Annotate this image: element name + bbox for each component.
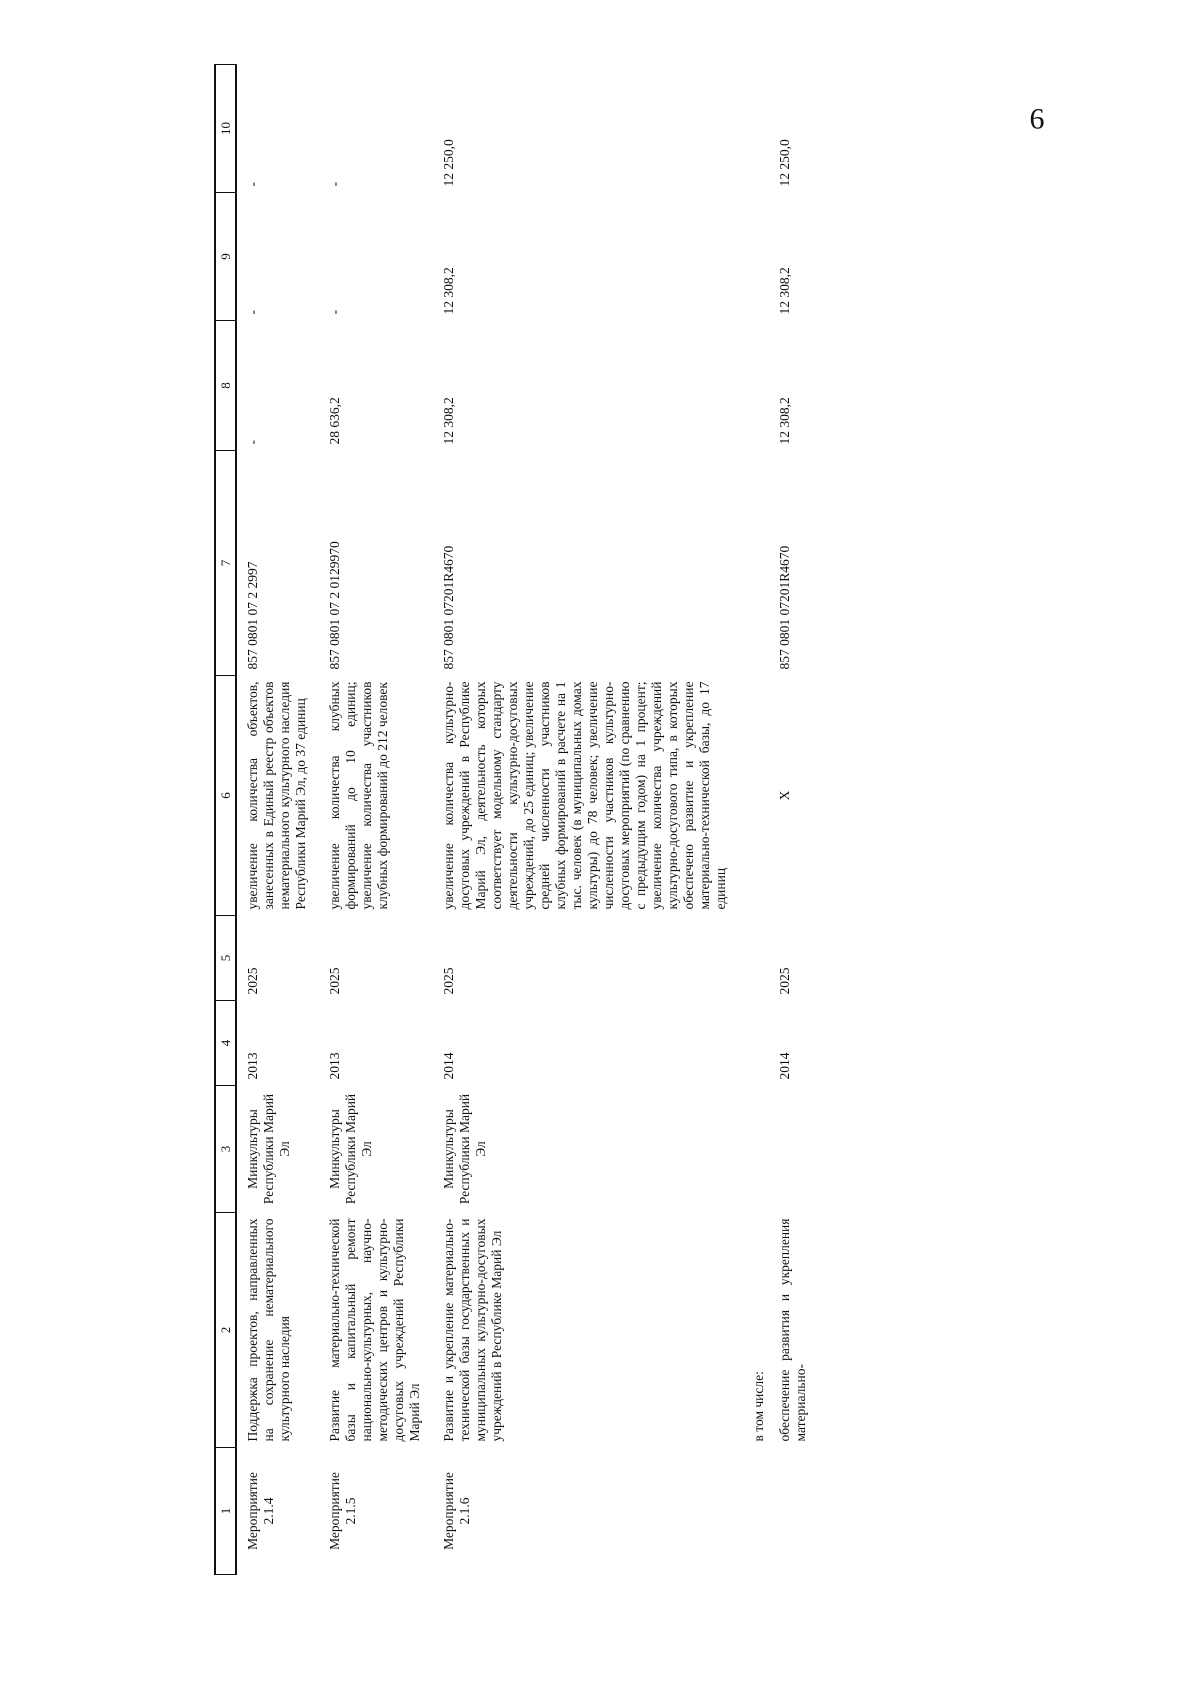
expected-result: увеличение количества клубных формирований до 10 единиц; увеличение количества участников клубных формирований до 212 человек: [327, 681, 390, 910]
amount-col-9: 12 308,2: [441, 267, 456, 315]
activity-id-text: Мероприятие 2.1.6: [441, 1472, 472, 1550]
column-number-row: [215, 65, 236, 1575]
amount-col-8: 12 308,2: [441, 397, 456, 445]
empty-cell: [743, 1448, 777, 1575]
start-year: 2014: [441, 1052, 456, 1080]
activity-id: [236, 1448, 319, 1575]
col-header-6: 6: [215, 676, 236, 916]
expected-result: увеличение количества культурно-досуговых учреждений в Республике Марий Эл, деятельность которых соответствует модельному стандарту деятельности культурно-досуговых учреждений, до 25 единиц; увеличение средней численности участников клубных формирований в расчете на 1 тыс. человек (в муниципальных домах культуры) до 78 человек; увеличение численности участников культурно-досуговых мероприятий (по сравнению с предыдущим годом) на 1 процент; увеличение количества учреждений культурно-досугового типа, в которых обеспечено развитие и укрепление материально-технической базы, до 17 единиц: [441, 681, 728, 910]
activity-id-text: Мероприятие 2.1.4: [245, 1472, 276, 1550]
end-year: 2025: [327, 967, 342, 995]
col-header-9: 9: [215, 193, 236, 321]
activity-executor: Минкультуры Республики Марий Эл: [441, 1093, 488, 1205]
activity-executor: Минкультуры Республики Марий Эл: [245, 1093, 292, 1205]
page-number: 6: [1029, 102, 1045, 136]
table-row-activity-2-1-5: [319, 65, 433, 1575]
col-header-7: 7: [215, 451, 236, 676]
col-header-8: 8: [215, 321, 236, 451]
table-row-activity-2-1-4: [236, 65, 319, 1575]
empty-cell: [777, 1086, 819, 1213]
amount-col-9: 12 308,2: [777, 267, 792, 315]
including-label: в том числе:: [751, 1371, 766, 1442]
table-row-sub-item: [777, 65, 819, 1575]
col-header-1: 1: [215, 1448, 236, 1575]
activity-name: Развитие и укрепление материально-технической базы государственных и муниципальных культурно-досуговых учреждений в Республике Марий Эл: [441, 1218, 504, 1442]
amount-col-10: 12 250,0: [441, 139, 456, 187]
start-year: 2014: [777, 1052, 792, 1080]
expected-result: увеличение количества объектов, занесенных в Единый реестр объектов нематериального культурного наследия Республики Марий Эл, до 37 единиц: [245, 681, 308, 910]
col-header-5: 5: [215, 916, 236, 1001]
col-header-10: 10: [215, 65, 236, 193]
budget-code: 857 0801 07 2 0129970: [327, 541, 342, 670]
amount-col-8: 12 308,2: [777, 397, 792, 445]
sub-item-name: обеспечение развития и укрепления материально-: [777, 1218, 808, 1442]
amount-col-9: -: [245, 310, 260, 315]
amount-col-8: 28 636,2: [327, 397, 342, 445]
budget-code: 857 0801 07201R4670: [777, 545, 792, 670]
end-year: 2025: [441, 967, 456, 995]
amount-col-9: -: [327, 310, 342, 315]
amount-col-10: -: [245, 182, 260, 187]
activity-name: Развитие материально-технической базы и капитальный ремонт национально-культурных, научно-методических центров и культурно-досуговых учреждений Республики Марий Эл: [327, 1218, 422, 1442]
program-activities-table: [214, 64, 819, 1575]
budget-code: 857 0801 07201R4670: [441, 545, 456, 670]
activity-id-text: Мероприятие 2.1.5: [327, 1472, 358, 1550]
end-year: 2025: [245, 967, 260, 995]
amount-col-10: 12 250,0: [777, 139, 792, 187]
start-year: 2013: [327, 1052, 342, 1080]
table-row-activity-2-1-6: [433, 65, 743, 1575]
col-header-3: 3: [215, 1086, 236, 1213]
activity-name: Поддержка проектов, направленных на сохранение нематериального культурного наследия: [245, 1218, 292, 1442]
activity-executor: Минкультуры Республики Марий Эл: [327, 1093, 374, 1205]
activity-id: [319, 1448, 433, 1575]
empty-cell: [777, 1448, 819, 1575]
expected-result: Х: [777, 790, 792, 801]
budget-code: 857 0801 07 2 2997: [245, 561, 260, 670]
col-header-4: 4: [215, 1001, 236, 1086]
start-year: 2013: [245, 1052, 260, 1080]
activity-id: [433, 1448, 743, 1575]
end-year: 2025: [777, 967, 792, 995]
amount-col-10: -: [327, 182, 342, 187]
subheading-row: [743, 65, 777, 1575]
col-header-2: 2: [215, 1213, 236, 1448]
amount-col-8: -: [245, 440, 260, 445]
